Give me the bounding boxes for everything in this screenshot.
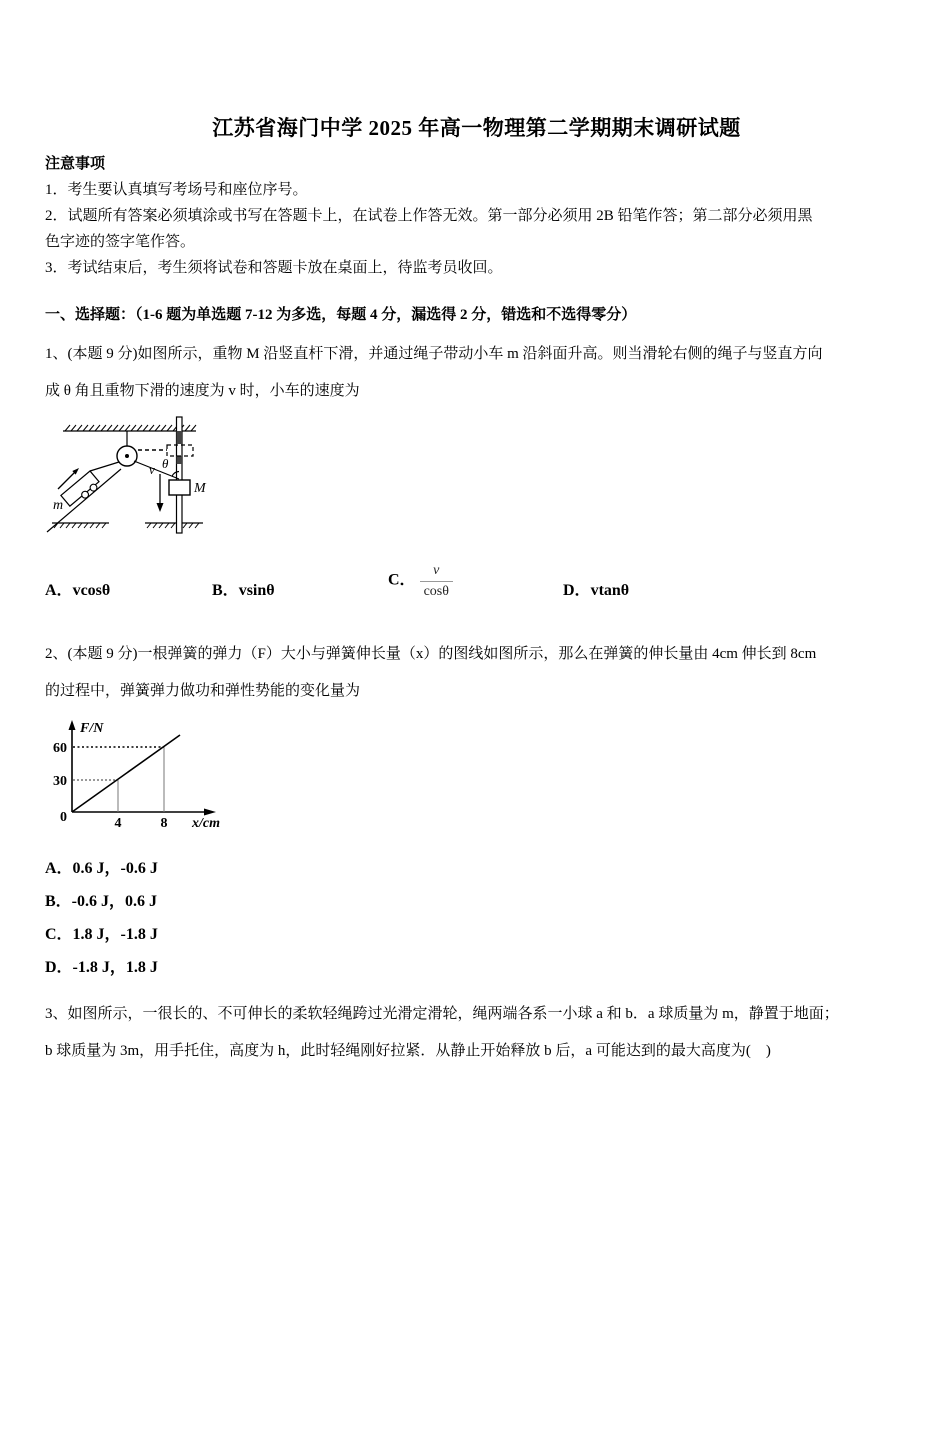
- block-M-label: M: [194, 481, 206, 496]
- velocity-arrow: [157, 474, 164, 512]
- rod-dark-segment: [177, 431, 183, 444]
- option-b: B．-0.6 J，0.6 J: [45, 893, 158, 910]
- xtick-4: 4: [114, 816, 122, 831]
- notice-line: 色字迹的签字笔作答。: [45, 234, 196, 250]
- cart-mass-label: m: [53, 498, 64, 513]
- question-1: [45, 336, 908, 602]
- option-b: [212, 577, 275, 600]
- y-axis-label: F/N: [80, 721, 104, 736]
- theta-label: θ: [162, 456, 169, 471]
- exam-page: [0, 112, 950, 1070]
- x-axis-label: x/cm: [192, 816, 220, 831]
- fraction-numerator: v: [420, 562, 453, 582]
- fraction-denominator: cosθ: [423, 583, 449, 599]
- option-d: [563, 577, 629, 600]
- question-1-text-line: 成 θ 角且重物下滑的速度为 v 时，小车的速度为: [45, 383, 360, 399]
- option-d-label: D．: [563, 582, 591, 599]
- rod-dark-segment: [177, 456, 183, 464]
- option-a-text: vcosθ: [72, 582, 111, 599]
- force-extension-graph: [40, 718, 245, 836]
- xtick-8: 8: [160, 816, 168, 831]
- question-3: [45, 996, 908, 1070]
- notice-section: [45, 151, 908, 281]
- cart: [61, 471, 102, 510]
- question-2-options: [45, 852, 908, 984]
- option-c-fraction: [420, 562, 453, 600]
- question-1-text-line: 1、(本题 9 分)如图所示，重物 M 沿竖直杆下滑，并通过绳子带动小车 m 沿斜面升高。则当滑轮右侧的绳子与竖直方向: [45, 346, 823, 362]
- origin-label: 0: [60, 810, 67, 825]
- option-a: A．0.6 J，-0.6 J: [45, 860, 158, 877]
- rope-to-cart: [90, 462, 119, 471]
- notice-line: 2．试题所有答案必须填涂或书写在答题卡上，在试卷上作答无效。第一部分必须用 2B 铅笔作答；第二部分必须用黑: [45, 208, 813, 224]
- ytick-60: 60: [53, 741, 67, 756]
- notice-line: 3．考试结束后，考生须将试卷和答题卡放在桌面上，待监考员收回。: [45, 260, 503, 276]
- option-d-text: vtanθ: [590, 582, 630, 599]
- notice-line: 1．考生要认真填写考场号和座位序号。: [45, 182, 308, 198]
- question-2: [45, 636, 908, 984]
- question-2-text-line: 的过程中，弹簧弹力做功和弹性势能的变化量为: [45, 683, 361, 699]
- block-M: [169, 480, 190, 495]
- question-3-text-line: b 球质量为 3m，用手托住，高度为 h，此时轻绳刚好拉紧．从静止开始释放 b 后，a 可能达到的最大高度为( ): [45, 1043, 771, 1059]
- x-axis-arrow: [204, 809, 216, 816]
- option-b-text: vsinθ: [238, 582, 275, 599]
- option-a-label: A．: [45, 582, 73, 599]
- ytick-30: 30: [53, 774, 67, 789]
- question-1-options: [45, 552, 908, 602]
- option-c: [388, 562, 453, 600]
- velocity-label: v: [149, 462, 155, 477]
- question-3-text-line: 3、如图所示，一很长的、不可伸长的柔软轻绳跨过光滑定滑轮，绳两端各系一小球 a 和 b．a 球质量为 m，静置于地面；: [45, 1006, 839, 1022]
- page-title: 江苏省海门中学 2025 年高一物理第二学期期末调研试题: [212, 116, 741, 140]
- section-header: 一、选择题：（1-6 题为单选题 7-12 为多选，每题 4 分，漏选得 2 分，错选和不选得零分）: [45, 307, 637, 323]
- option-c: C．1.8 J，-1.8 J: [45, 926, 158, 943]
- pulley-incline-figure: [45, 416, 257, 542]
- pulley: [117, 431, 137, 466]
- option-d: D．-1.8 J，1.8 J: [45, 959, 158, 976]
- y-axis-arrow: [69, 720, 76, 730]
- option-a: [45, 577, 110, 600]
- axes: [72, 726, 208, 812]
- notice-heading: 注意事项: [45, 156, 106, 172]
- question-2-text-line: 2、(本题 9 分)一根弹簧的弹力（F）大小与弹簧伸长量（x）的图线如图所示，那么在弹簧的伸长量由 4cm 伸长到 8cm: [45, 646, 817, 662]
- option-b-label: B．: [212, 582, 239, 599]
- option-c-label: C．: [388, 571, 416, 589]
